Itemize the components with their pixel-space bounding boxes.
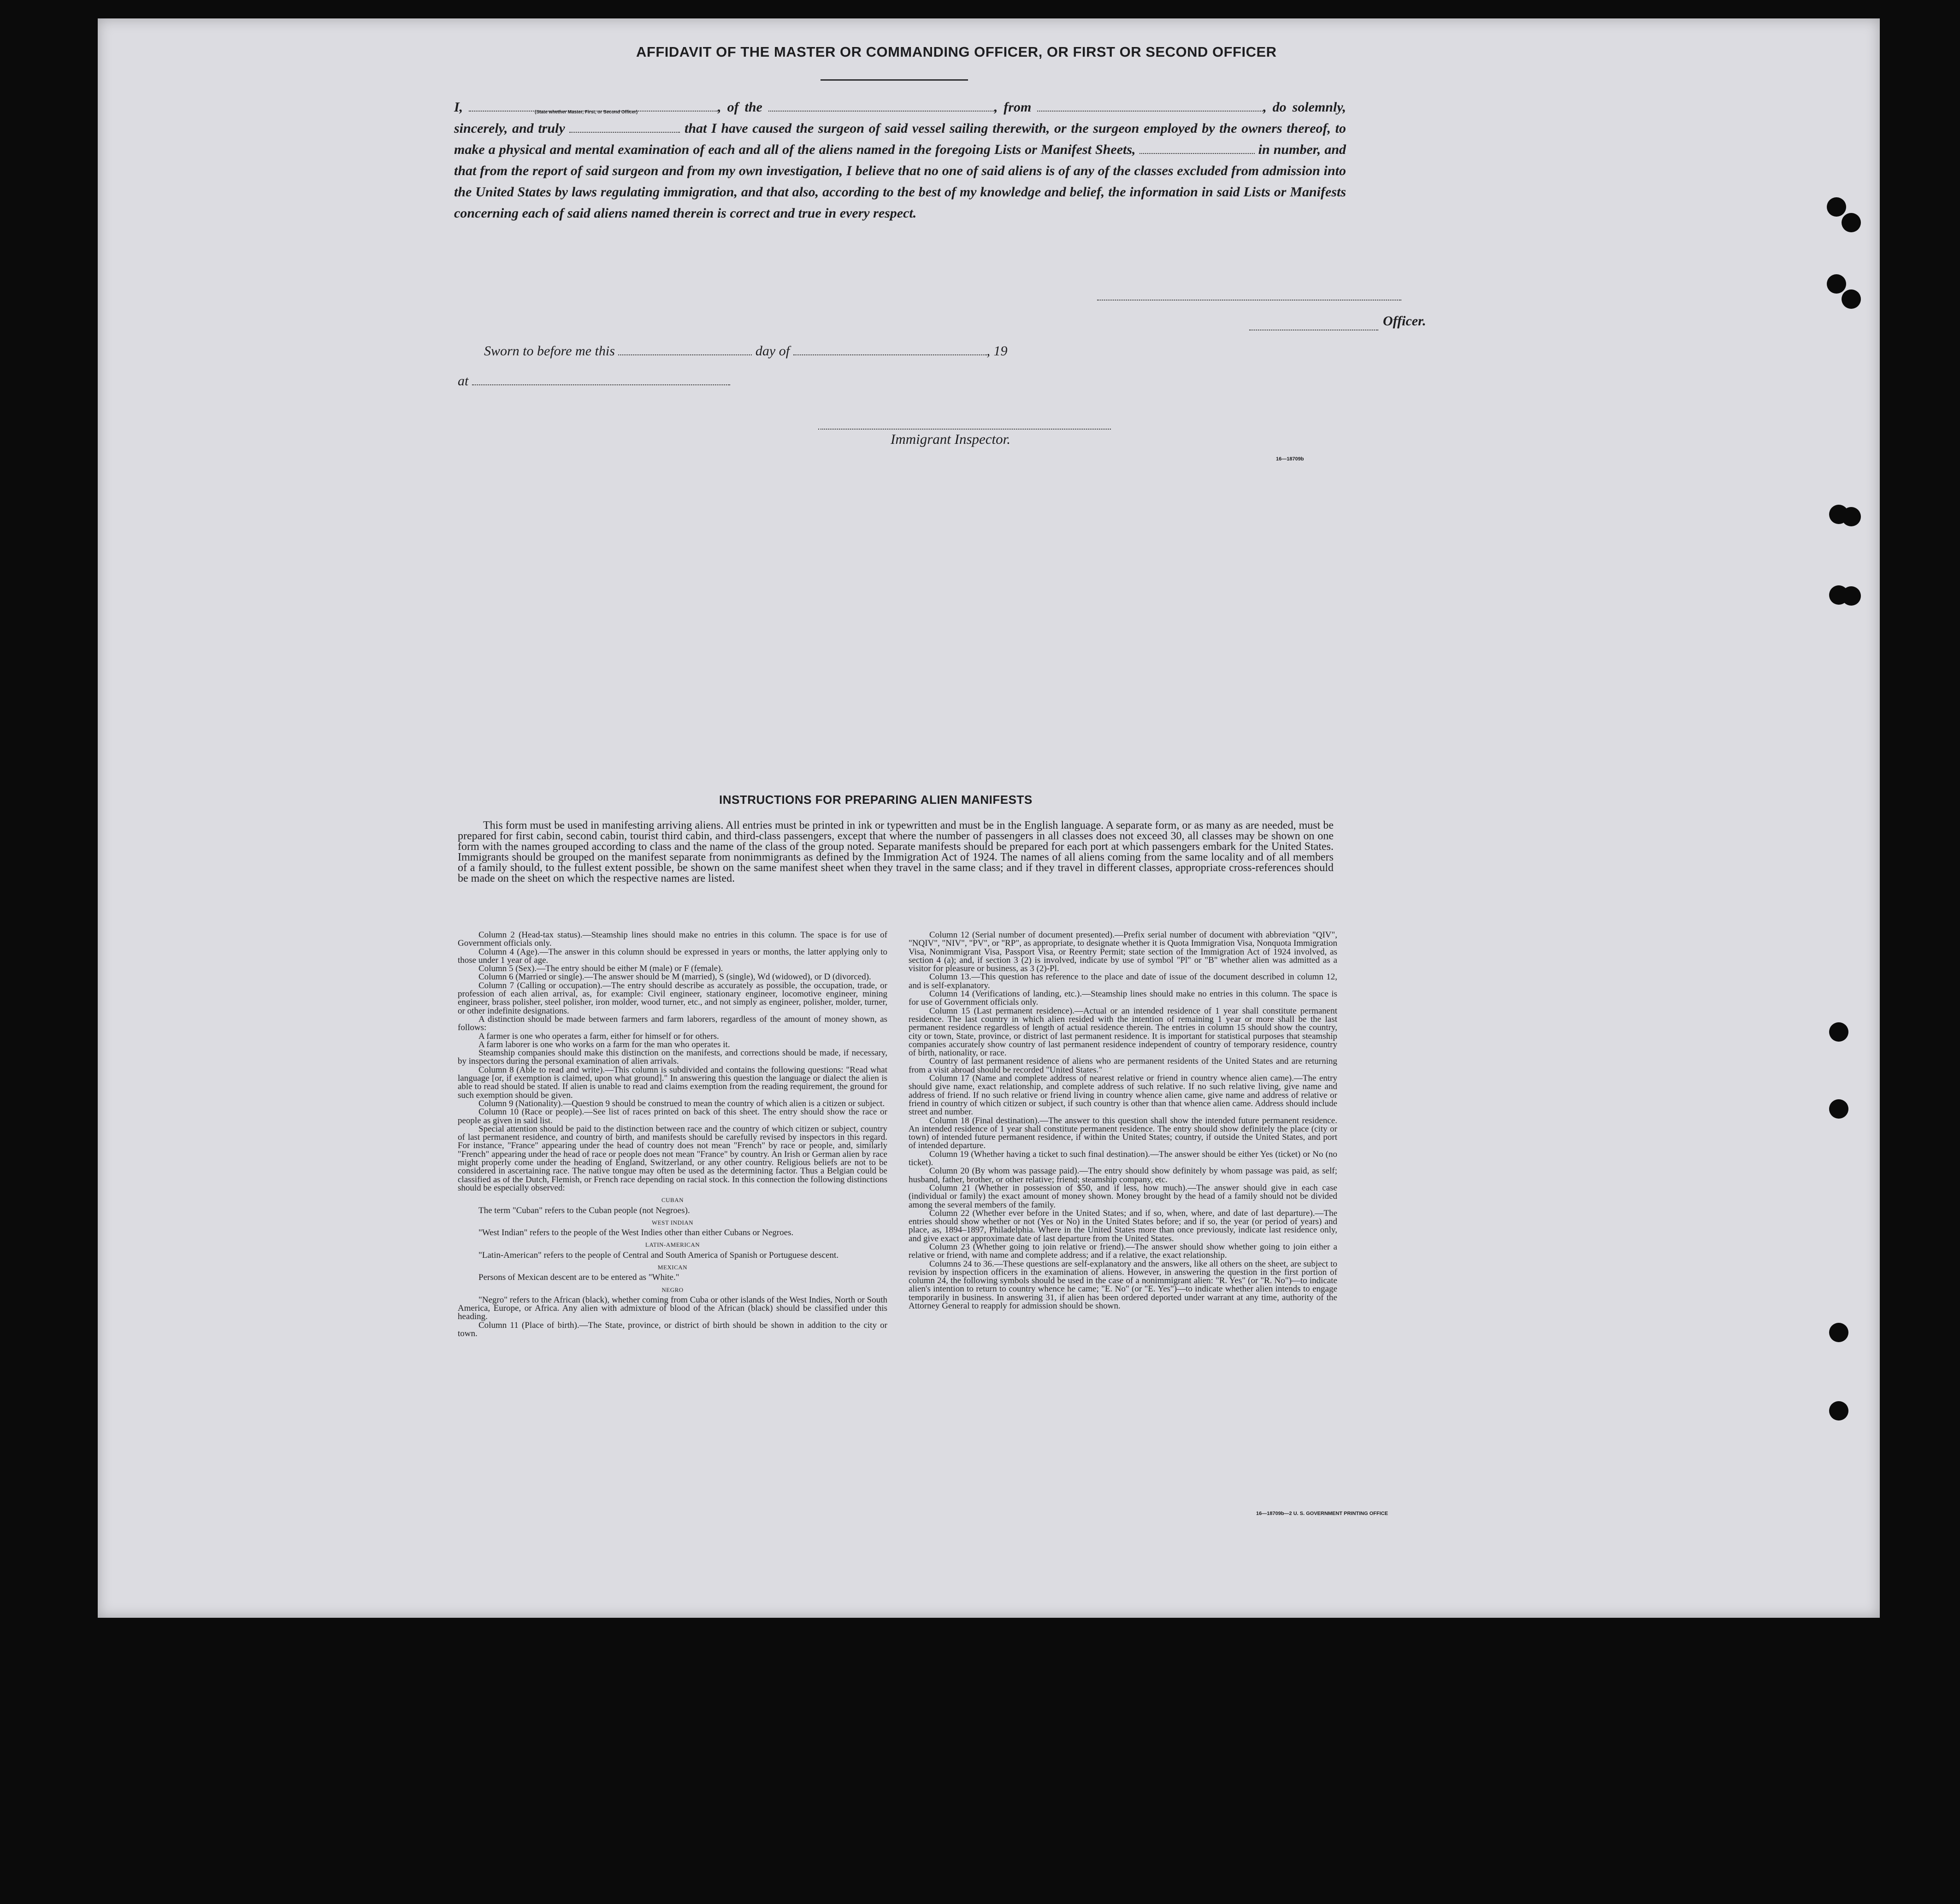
affidavit-pronoun: I, <box>454 100 463 115</box>
right-para: Column 13.—This question has reference to the place and date of issue of the document described in column 12, and is self-explanatory. <box>909 972 1337 990</box>
title-rule <box>821 79 968 81</box>
signature-line[interactable] <box>1097 300 1401 301</box>
race-note: "Latin-American" refers to the people of Central and South America of Spanish or Portuguese descent. <box>478 1250 839 1260</box>
right-para: Column 14 (Verifications of landing, etc.).—Steamship lines should make no entries in this column. The space is for use of Government officials only. <box>909 989 1337 1008</box>
intro-paragraph: This form must be used in manifesting arriving aliens. All entries must be printed in ink or typewritten and must be in the English language. A separate form, or as many as are needed, must be prepared for first cabin, second cabin, tourist third cabin, and third-class passengers, except that where the number of passengers in all classes does not exceed 30, all classes may be shown on one form with the names grouped according to class and the name of the class of the group noted. Separate manifests should be prepared for each port at which passengers embark for the United States. Immigrants should be grouped on the manifest separate from nonimmigrants as defined by the Immigration Act of 1924. The names of all aliens coming from the same locality and of all members of a family should, to the fullest extent possible, be shown on the same manifest sheet when they travel in the same class; and if they travel in different classes, appropriate cross-references should be made on the sheet on which the respective names are listed. <box>458 819 1334 884</box>
punch-hole <box>1829 1022 1848 1042</box>
instructions-left-column <box>458 931 887 1338</box>
inspector-signature-line[interactable] <box>818 429 1111 430</box>
race-heading: LATIN-AMERICAN <box>645 1241 700 1249</box>
year-prefix: , 19 <box>986 343 1008 359</box>
officer-label: Officer. <box>1383 313 1426 329</box>
left-para: Column 10 (Race or people).—See list of races printed on back of this sheet. The entry should show the race or people as given in said list. <box>458 1107 887 1126</box>
right-para: Columns 24 to 36.—These questions are self-explanatory and the answers, like all others on the sheet, are subject to revision by inspection officers in the examination of aliens. However, in answering the question in the first portion of column 24, the following symbols should be used in the case of a nonimmigrant alien: "R. Yes" (or "R. No")—to indicate alien's intention to return to country whence he came; "E. No" (or "E. Yes")—to indicate whether alien intends to engage temporarily in business. In answering 31, if alien has been ordered deported under warrant at any time, authority of the Attorney General to reapply for admission should be shown. <box>909 1259 1337 1311</box>
punch-hole <box>1842 213 1861 232</box>
right-para: Column 20 (By whom was passage paid).—The entry should show definitely by whom passage was paid, as self; husband, father, brother, or other relative; friend; steamship company, etc. <box>909 1166 1337 1185</box>
right-para: Column 23 (Whether going to join relative or friend).—The answer should show whether going to join either a relative or friend, with name and complete address; and if a relative, the exact relationship. <box>909 1242 1337 1261</box>
manifest-sheet <box>98 18 1880 1618</box>
punch-hole <box>1829 1401 1848 1421</box>
inspector-label: Immigrant Inspector. <box>891 431 1011 447</box>
race-heading: NEGRO <box>661 1286 684 1293</box>
instructions-intro <box>458 820 1334 884</box>
left-para: Column 7 (Calling or occupation).—The entry should describe as accurately as possible, the occupation, trade, or profession of each alien arrival, as, for example: Civil engineer, stationary engineer, locomotive engineer, mining engineer, brass polisher, steel polisher, iron molder, wood turner, etc., and not simply as engineer, polisher, molder, turner, or other indefinite designations. <box>458 980 887 1016</box>
sworn-text: Sworn to before me this <box>484 343 615 359</box>
departure-port-blank[interactable] <box>1037 101 1263 112</box>
left-para: Column 4 (Age).—The answer in this column should be expressed in years or months, the latter applying only to those under 1 year of age. <box>458 947 887 965</box>
sworn-month-blank[interactable] <box>793 345 987 355</box>
affidavit-title: AFFIDAVIT OF THE MASTER OR COMMANDING OFFICER, OR FIRST OR SECOND OFFICER <box>636 44 1277 60</box>
right-para: Column 18 (Final destination).—The answer to this question shall show the intended future permanent residence. An intended residence of 1 year shall constitute permanent residence. The entry should show definitely the place (city or town) of intended future permanent residence, if within the United States; country, if outside the United States, and port of intended departure. <box>909 1115 1337 1151</box>
vessel-name-blank[interactable] <box>768 101 994 112</box>
right-para: Column 21 (Whether in possession of $50, and if less, how much).—The answer should give in each case (individual or family) the exact amount of money shown. Money brought by the head of a family should not be divided among the several members of the family. <box>909 1183 1337 1210</box>
left-para: Column 5 (Sex).—The entry should be either M (male) or F (female). <box>478 964 723 974</box>
affidavit-line2-start: solemnly, sincerely, and truly <box>454 100 1346 136</box>
at-line <box>458 373 730 389</box>
punch-hole <box>1842 507 1861 526</box>
instructions-title: INSTRUCTIONS FOR PREPARING ALIEN MANIFESTS <box>719 793 1033 807</box>
left-para: Column 9 (Nationality).—Question 9 should be construed to mean the country of which alien is a citizen or subject. <box>478 1098 885 1108</box>
race-note: "West Indian" refers to the people of the West Indies other than either Cubans or Negroes. <box>478 1228 794 1238</box>
instructions-right-column <box>909 931 1337 1310</box>
punch-hole <box>1827 274 1846 294</box>
affidavit-line2-rest: that I have caused the surgeon of said vessel sailing therewith, or the surgeon employed by the owners thereof, to make a physical and mental examination of each and all of the aliens named in the foregoing Lists or Manifest Sheets, <box>454 121 1346 157</box>
left-para: A farmer is one who operates a farm, either for himself or for others. <box>478 1031 719 1041</box>
right-para: Column 22 (Whether ever before in the United States; and if so, when, where, and date of last departure).—The entries should show whether or not (Yes or No) in the United States before; and if so, the year (or period of years) and place, as, 1894–1897, Philadelphia. Where in the United States more than once previously, indicate last residence only, and give exact or approximate date of last departure from the United States. <box>909 1208 1337 1244</box>
of-the-text: , of the <box>718 100 762 115</box>
column-11-note: Column 11 (Place of birth).—The State, province, or district of birth should be shown in addition to the city or town. <box>458 1320 887 1339</box>
race-heading: WEST INDIAN <box>651 1219 694 1226</box>
right-para: Column 17 (Name and complete address of nearest relative or friend in country whence alien came).—The entry should give name, exact relationship, and complete address of such relative. If no such relative living, give name and address of friend. If no such relative or friend living in country whence alien came, give name and address of relative or friend in country of which citizen or subject, if such country is other than that whence alien came. Address should include street and number. <box>909 1073 1337 1117</box>
left-para: Column 6 (Married or single).—The answer should be M (married), S (single), Wd (widowed), or D (divorced). <box>478 972 871 982</box>
alien-count-blank[interactable] <box>1139 144 1255 154</box>
punch-hole <box>1827 197 1846 217</box>
punch-hole <box>1829 1099 1848 1119</box>
at-label: at <box>458 373 469 389</box>
form-number: 16—18709b <box>1276 456 1304 462</box>
race-heading: CUBAN <box>661 1197 684 1204</box>
race-heading: MEXICAN <box>657 1263 688 1271</box>
left-para: Special attention should be paid to the distinction between race and the country of which citizen or subject, country of last permanent residence, and country of birth, and manifests should be carefully revised by inspectors in this regard. For instance, "France" appearing under the head of country does not mean "French" by race or people, and, similarly "French" appearing under the head of race or people does not mean "France" by country. An Irish or German alien by race might properly come under the heading of England, Switzerland, or any other country. Religious beliefs are not to be considered in ascertaining race. The native tongue may often be used as the determining factor. Thus a Belgian could be classified as of the Dutch, Flemish, or French race depending on racial stock. In this connection the following distinctions should be especially observed: <box>458 1124 887 1193</box>
left-para: Column 2 (Head-tax status).—Steamship lines should make no entries in this column. The space is for use of Government officials only. <box>458 930 887 949</box>
left-para: A distinction should be made between farmers and farm laborers, regardless of the amount of money shown, as follows: <box>458 1014 887 1033</box>
right-para: Column 12 (Serial number of document presented).—Prefix serial number of document with abbreviation "QIV", "NQIV", "NIV", "PV", or "RP", as appropriate, to designate whether it is Quota Immigration Visa, Nonquota Immigration Visa, Nonimmigrant Visa, Passport Visa, or Reentry Permit; state section of the Immigration Act of 1924 involved, as section 4 (a); and, if section 3 (2) is involved, indicate by use of symbol "Pl" or "B" whether alien was admitted as a visitor for pleasure or business, as 3 (2)-Pl. <box>909 930 1337 974</box>
left-para: A farm laborer is one who works on a farm for the man who operates it. <box>478 1039 730 1049</box>
right-para: Column 15 (Last permanent residence).—Actual or an intended residence of 1 year shall constitute permanent residence. The last country in which alien resided with the intention of remaining 1 year or more shall be the last permanent residence regardless of length of actual residence therein. The entries in column 15 should show the country, city or town, State, province, or district of last permanent residence. It is important for statistical purposes that steamship companies accurately show country of last permanent residence independent of country of temporary residence, country of birth, nationality, or race. <box>909 1006 1337 1058</box>
race-note: Persons of Mexican descent are to be entered as "White." <box>478 1273 679 1283</box>
printing-office-footer: 16—18709b—2 U. S. GOVERNMENT PRINTING OFFICE <box>1256 1511 1388 1516</box>
day-of-text: day of <box>755 343 790 359</box>
race-note: "Negro" refers to the African (black), whether coming from Cuba or other islands of the West Indies, North or South America, Europe, or Africa. Any alien with admixture of blood of the African (black) should be classified under this heading. <box>458 1295 887 1322</box>
race-note: The term "Cuban" refers to the Cuban people (not Negroes). <box>478 1205 690 1215</box>
punch-hole <box>1842 586 1861 606</box>
sworn-day-blank[interactable] <box>618 345 752 355</box>
punch-hole <box>1829 1323 1848 1342</box>
from-text: , from <box>994 100 1032 115</box>
do-text: , do <box>1263 100 1287 115</box>
left-para: Steamship companies should make this distinction on the manifests, and corrections should be made, if necessary, by inspectors during the personal examination of alien arrivals. <box>458 1048 887 1067</box>
sworn-line <box>484 343 1008 359</box>
oath-blank[interactable] <box>569 123 680 133</box>
punch-hole <box>1842 289 1861 309</box>
right-para: Country of last permanent residence of aliens who are permanent residents of the United States and are returning from a visit abroad should be recorded "United States." <box>909 1056 1337 1075</box>
left-para: Column 8 (Able to read and write).—This column is subdivided and contains the following questions: "Read what language [or, if exemption is claimed, upon what ground]." In answering this question the language or dialect the alien is able to read should be stated. If alien is unable to read and claims exemption from the reading requirement, the ground for such exemption should be given. <box>458 1065 887 1100</box>
affidavit-line3-rest: in number, and that from the report of said surgeon and from my own investigation, I believe that no one of said aliens is of any of the classes excluded from admission into the United States by laws regulating immigration, and that also, according to the best of my knowledge and belief, the information in said Lists or Manifests concerning each of said aliens named therein is correct and true in every respect. <box>454 142 1346 221</box>
sworn-place-blank[interactable] <box>472 375 730 385</box>
affidavit-body <box>454 97 1346 224</box>
rank-note: (State whether Master, First, or Second Officer) <box>535 110 638 115</box>
right-para: Column 19 (Whether having a ticket to such final destination).—The answer should be either Yes (ticket) or No (no ticket). <box>909 1149 1337 1168</box>
